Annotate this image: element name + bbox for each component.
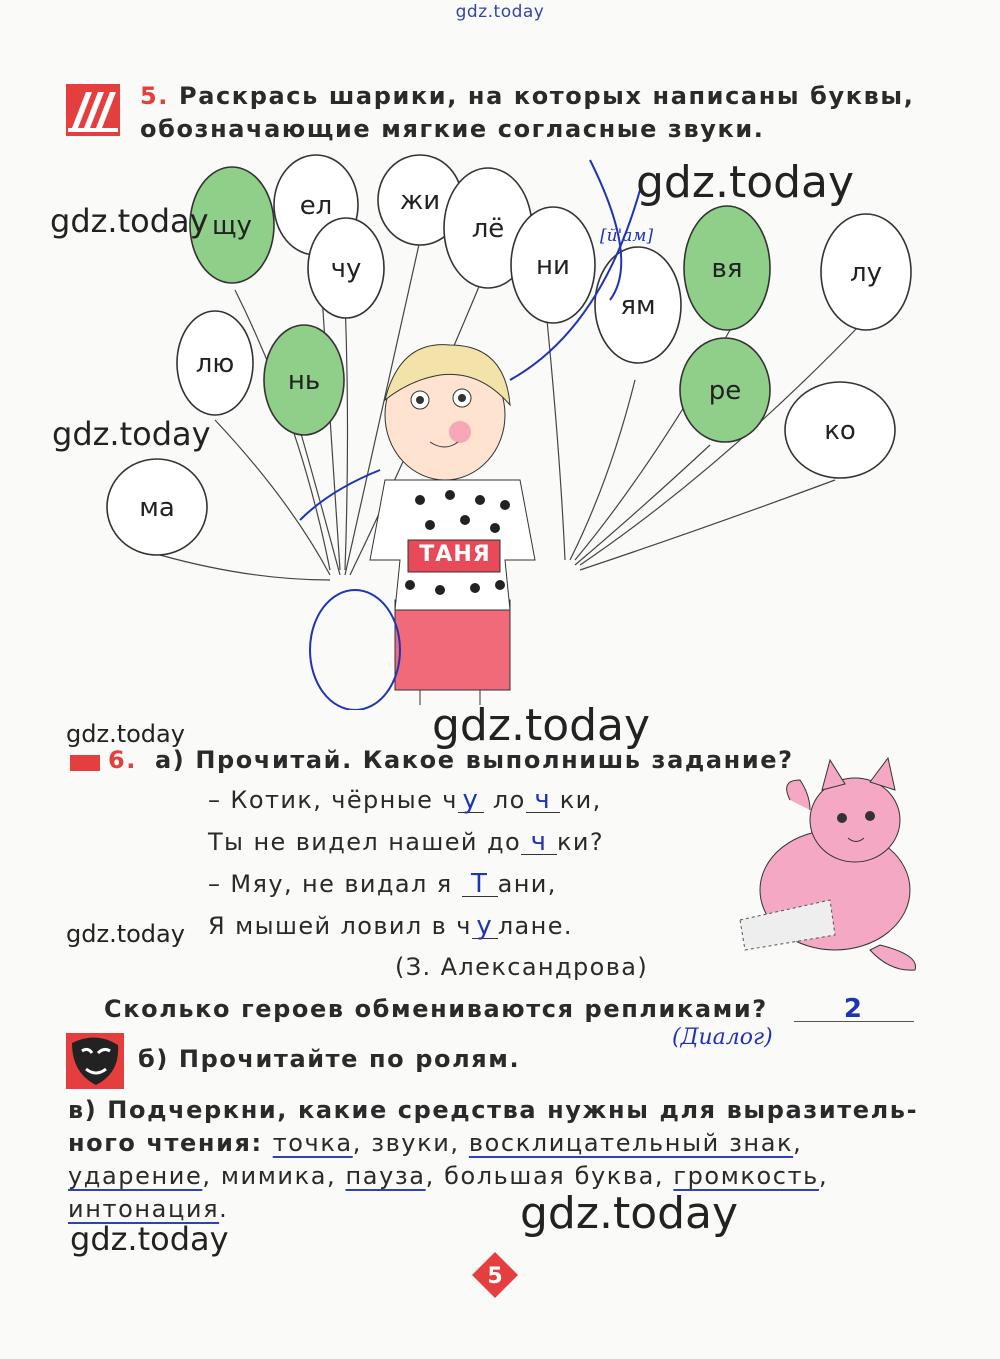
theater-mask-icon — [66, 1033, 124, 1089]
balloon-label: чу — [330, 254, 362, 284]
poem-author: (З. Александрова) — [395, 953, 649, 981]
item-underlined: ударение — [68, 1162, 203, 1190]
task5-text — [140, 80, 930, 146]
coloring-pencils-icon — [66, 84, 120, 136]
task6-heading — [108, 744, 794, 777]
poem-line-3: – Мяу, не видал я Т ани, — [208, 869, 557, 899]
watermark-4: gdz.today — [432, 700, 651, 751]
answer-note: (Диалог) — [672, 1025, 773, 1050]
balloon-label: лу — [849, 258, 883, 288]
item: большая буква — [444, 1162, 655, 1190]
balloon-label: ни — [536, 251, 570, 281]
item-underlined: интонация — [68, 1195, 220, 1223]
girl-figure — [370, 345, 535, 705]
site-header-watermark: gdz.today — [455, 2, 545, 22]
transcription-note: [й'ам] — [600, 226, 654, 246]
task6-part-b: б) Прочитайте по ролям. — [138, 1045, 521, 1073]
watermark-5: gdz.today — [66, 720, 185, 748]
blank-answer: ч — [526, 788, 560, 813]
item: звуки — [371, 1129, 451, 1157]
task5-number: 5. — [140, 82, 170, 110]
balloon-label: ма — [139, 493, 175, 523]
item-underlined: пауза — [345, 1162, 426, 1190]
blank-answer: ч — [521, 830, 557, 855]
watermark-8: gdz.today — [70, 1220, 229, 1258]
part-c-lead: в) Подчеркни, какие средства нужны для выразитель- — [68, 1096, 919, 1124]
task5-line1: Раскрась шарики, на которых написаны буквы, — [179, 82, 915, 110]
item: мимика — [220, 1162, 328, 1190]
watermark-2: gdz.today — [50, 202, 209, 240]
watermark-3: gdz.today — [52, 415, 211, 453]
item-underlined: восклицательный знак — [468, 1129, 794, 1157]
poem-line-4: Я мышей ловил в ч у лане. — [208, 911, 573, 941]
balloon-label: жи — [399, 186, 441, 216]
watermark-6: gdz.today — [66, 920, 185, 948]
balloon-label: лю — [195, 349, 235, 379]
task6-question-row — [104, 993, 924, 1026]
balloon-label: ре — [708, 376, 742, 406]
balloon-label: ел — [299, 191, 333, 221]
blank-answer: Т — [462, 872, 498, 897]
balloon-label: щу — [212, 211, 252, 241]
task5-line2: обозначающие мягкие согласные звуки. — [140, 115, 765, 143]
task6-question: Сколько героев обмениваются репликами? — [104, 995, 768, 1023]
balloon-label: нь — [287, 366, 321, 396]
balloon-label: ям — [620, 291, 656, 321]
blank-answer: у — [472, 914, 498, 939]
watermark-7: gdz.today — [520, 1188, 739, 1239]
blank-answer: у — [458, 788, 484, 813]
page-number: 5 — [487, 1264, 503, 1289]
task6-part-c: в) Подчеркни, какие средства нужны для выразитель- ного чтения: точка, звуки, восклицательный знак, ударение, мимика, пауза, большая буква, громкость, интонация. — [68, 1096, 919, 1223]
page-number-badge — [470, 1250, 520, 1300]
balloon-label: лё — [471, 214, 505, 244]
question-answer: 2 — [794, 997, 914, 1022]
cat-illustration — [730, 750, 930, 975]
balloon-label: ко — [824, 416, 856, 446]
poem-line-1: – Котик, чёрные ч у ло ч ки, — [208, 785, 602, 815]
watermark-1: gdz.today — [636, 157, 855, 208]
task6-part-a: а) Прочитай. Какое выполнишь задание? — [155, 746, 794, 774]
item-underlined: громкость — [673, 1162, 819, 1190]
shirt-name: ТАНЯ — [419, 542, 491, 567]
task6-number: 6. — [108, 746, 138, 774]
part-c-line2-pre: ного чтения: — [68, 1129, 273, 1157]
task6-marker — [70, 755, 100, 771]
balloon-label: вя — [711, 254, 743, 284]
poem-line-2: Ты не видел нашей до ч ки? — [208, 827, 605, 857]
item-underlined: точка — [272, 1129, 353, 1157]
